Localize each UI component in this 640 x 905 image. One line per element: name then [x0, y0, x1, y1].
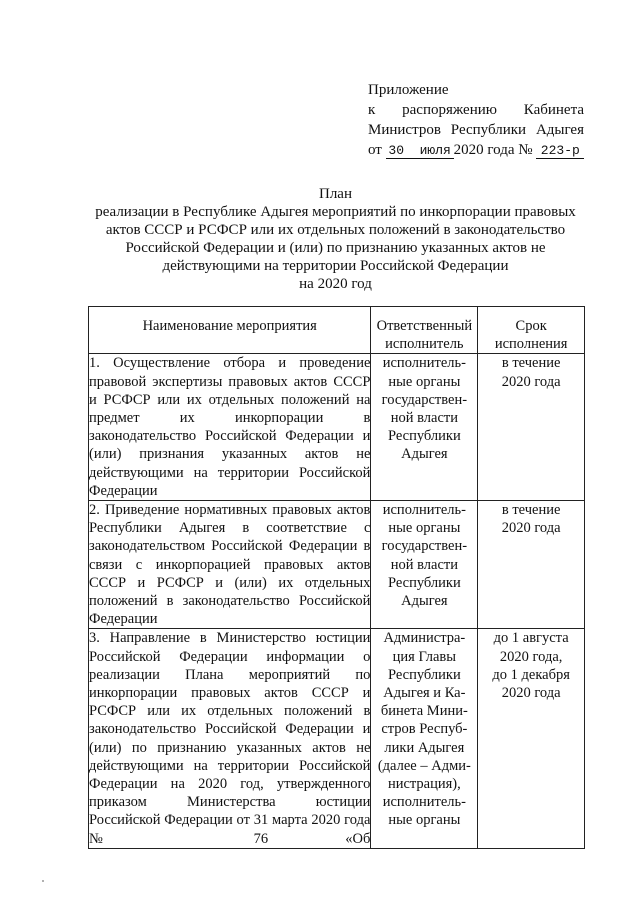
row-executor: Администра- ция Главы Республики Адыгея и Ка- бинета Мини- стров Респуб- лики Адыгея (далее – Адми- нистрация), исполнитель- ные органы [371, 629, 478, 848]
appendix-word: Адыгея [535, 122, 584, 138]
plan-title-line: реализации в Республике Адыгея мероприятий по инкорпорации правовых [95, 204, 576, 220]
header-name-text: Наименование мероприятия [142, 318, 317, 334]
row-name: 2. Приведение нормативных правовых актов Республики Адыгея в соответствие с законодательством Российской Федерации в связи с инкорпорацией правовых актов СССР и РСФСР и (или) их отдельных положений в законодательство Российской Федерации [89, 502, 371, 628]
plan-title-line: актов СССР и РСФСР или их отдельных положений в законодательство [105, 222, 566, 238]
date-day: 30 [388, 143, 404, 158]
plan-heading: План [318, 186, 352, 202]
appendix-date-line [368, 140, 584, 160]
date-day-month [386, 143, 454, 159]
table-row [89, 501, 585, 629]
scan-speck [42, 880, 44, 882]
appendix-line-cabinet [368, 120, 584, 140]
date-month: июля [419, 143, 451, 158]
appendix-line-order [368, 100, 584, 120]
plan-table [88, 306, 585, 849]
table-header-row [89, 307, 585, 354]
header-executor: Ответственный исполнитель [371, 307, 478, 354]
appendix-block [368, 80, 584, 160]
row-deadline: до 1 августа 2020 года, до 1 декабря 2020 года [478, 629, 585, 848]
plan-title-line: действующими на территории Российской Федерации [162, 258, 509, 274]
row-deadline: в течение 2020 года [478, 354, 585, 501]
header-deadline: Срок исполнения [478, 307, 585, 354]
appendix-word: к [368, 102, 376, 118]
row-executor: исполнитель- ные органы государствен- ной власти Республики Адыгея [371, 354, 478, 501]
table-row [89, 354, 585, 501]
header-name [89, 307, 371, 354]
order-number: 223-р [536, 143, 584, 159]
row-name: 3. Направление в Министерство юстиции Российской Федерации информации о реализации Плана мероприятий по инкорпорации правовых актов СССР и РСФСР или их отдельных положений в законодательство Российской Федерации и (или) по признанию указанных актов не действующими на территории Российской Федерации на 2020 год, утвержденного приказом Министерства юстиции Российской Федерации от 31 марта 2020 года № 76 «Об [89, 630, 371, 847]
plan-title-line: Российской Федерации и (или) по признанию указанных актов не [125, 240, 546, 256]
plan-title-block [88, 185, 583, 293]
table-row [89, 629, 585, 848]
date-year-text: 2020 года № [453, 142, 533, 158]
appendix-word: Кабинета [523, 102, 584, 118]
row-deadline: в течение 2020 года [478, 501, 585, 629]
date-from-label: от [368, 142, 382, 158]
appendix-title: Приложение [368, 82, 449, 98]
row-name: 1. Осуществление отбора и проведение правовой экспертизы правовых актов СССР и РСФСР или их отдельных положений на предмет их инкорпорации в законодательство Российской Федерации и (или) признания указанных актов не действующими на территории Российской Федерации [89, 355, 371, 499]
plan-title-line: на 2020 год [299, 276, 372, 292]
appendix-word: Министров [368, 122, 441, 138]
row-executor: исполнитель- ные органы государствен- ной власти Республики Адыгея [371, 501, 478, 629]
appendix-word: Республики [450, 122, 527, 138]
appendix-word: распоряжению [402, 102, 497, 118]
